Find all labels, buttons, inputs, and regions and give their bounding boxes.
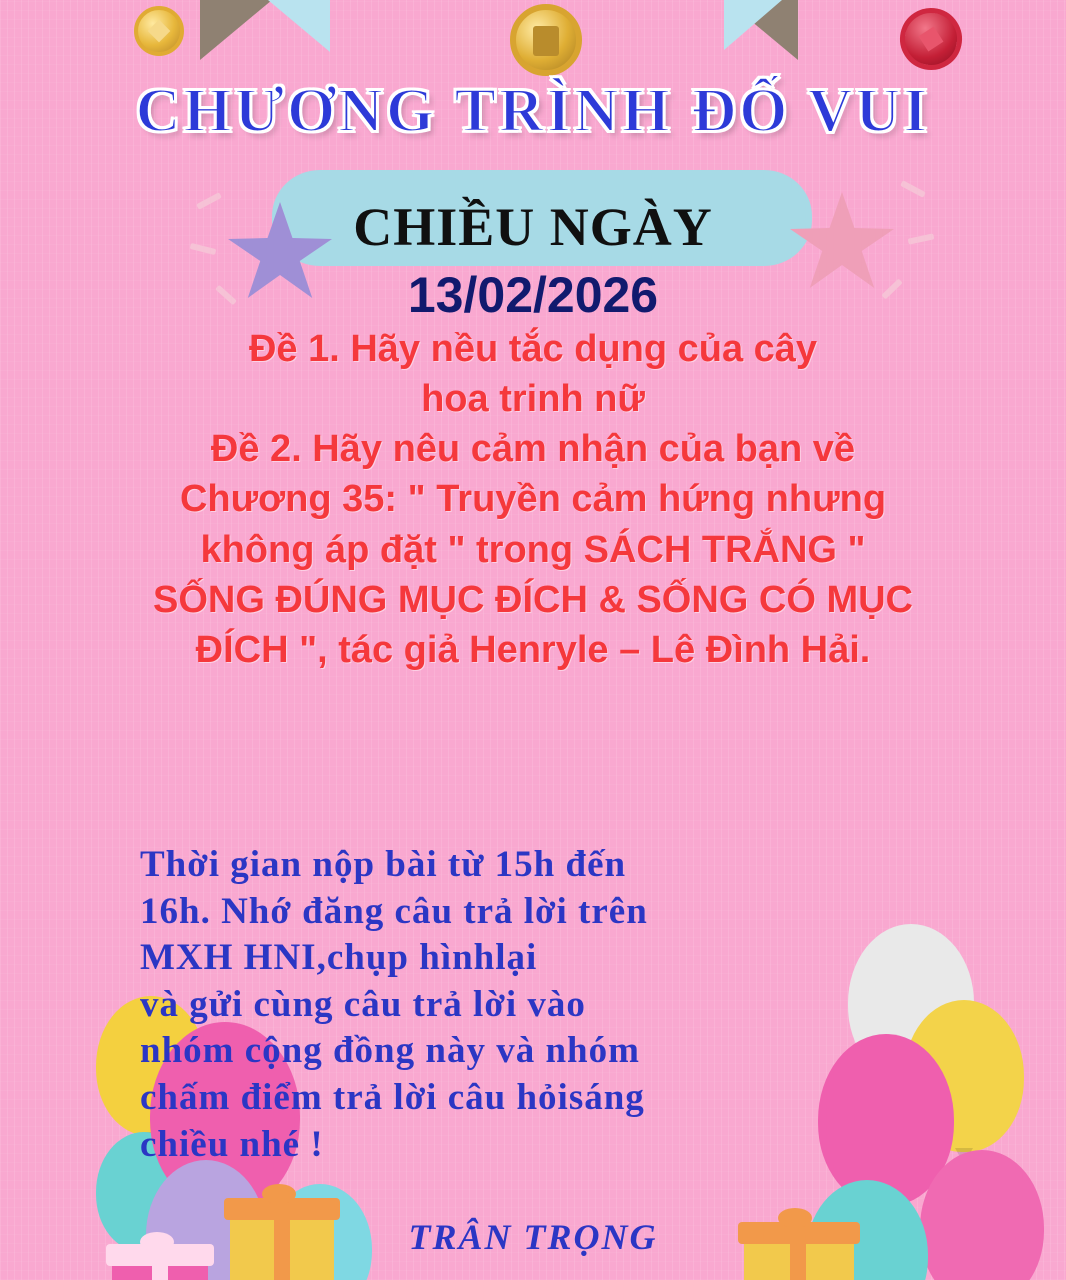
instruction-line: chiều nhé !: [140, 1123, 324, 1165]
question-line: SỐNG ĐÚNG MỤC ĐÍCH & SỐNG CÓ MỤC: [153, 578, 913, 621]
instruction-line: và gửi cùng câu trả lời vào: [140, 983, 586, 1025]
red-medal-icon: [894, 2, 968, 76]
bunting-right-blue-icon: [724, 0, 782, 50]
instruction-line: chấm điểm trả lời câu hỏisáng: [140, 1077, 645, 1119]
instruction-line: MXH HNI,chụp hìnhlại: [140, 937, 538, 979]
question-block: [40, 324, 1026, 675]
question-line: hoa trinh nữ: [421, 378, 645, 421]
question-line: ĐÍCH ", tác giả Henryle – Lê Đình Hải.: [195, 628, 871, 671]
instruction-line: Thời gian nộp bài từ 15h đến: [140, 844, 627, 885]
question-line: Chương 35: " Truyền cảm hứng nhưng: [179, 478, 887, 521]
event-date: 13/02/2026: [407, 267, 659, 323]
page-subtitle: CHIỀU NGÀY: [353, 197, 713, 257]
instruction-line: 16h. Nhớ đăng câu trả lời trên: [140, 890, 648, 932]
question-line: Đề 1. Hãy nều tắc dụng của cây: [248, 328, 818, 370]
instructions-block: [140, 842, 960, 1168]
question-line: Đề 2. Hãy nêu cảm nhận của bạn về: [210, 428, 856, 471]
question-line: không áp đặt " trong SÁCH TRẮNG ": [200, 528, 866, 571]
gold-medal-large-icon: [510, 4, 582, 76]
instruction-line: nhóm cộng đồng này và nhóm: [140, 1030, 640, 1072]
bunting-left-icon: [200, 0, 272, 60]
bunting-left-blue-icon: [268, 0, 330, 52]
page-title: CHƯƠNG TRÌNH ĐỐ VUI: [135, 77, 931, 145]
signature-text: TRÂN TRỌNG: [408, 1217, 658, 1257]
gold-medal-small-icon: [134, 6, 184, 56]
